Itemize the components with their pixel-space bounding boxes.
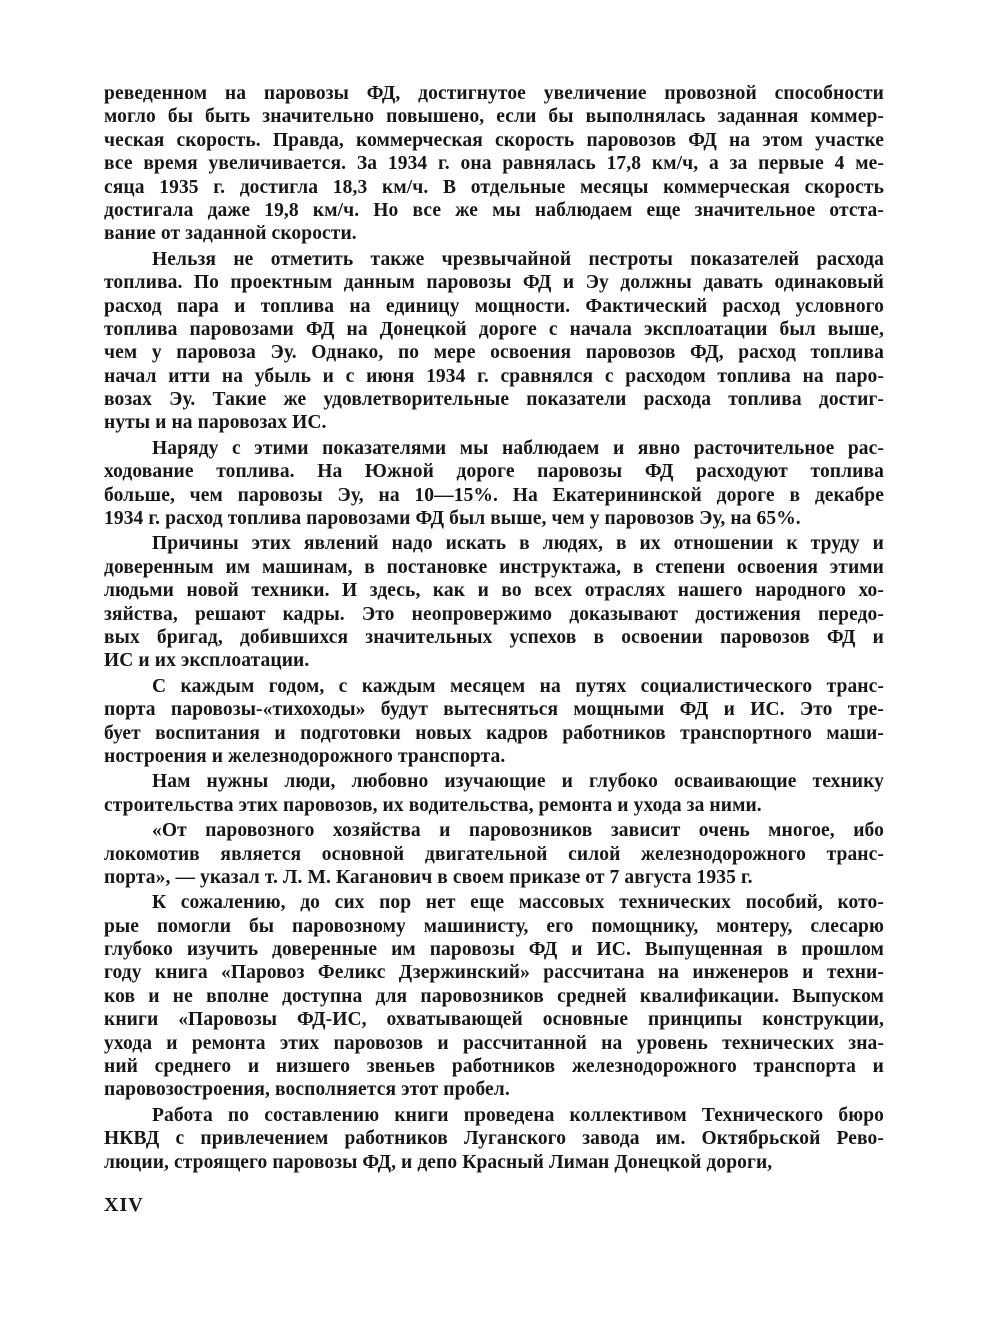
text-line: НКВД с привлечением работников Луганского завода им. Октябрьской Рево- xyxy=(104,1128,884,1150)
text-line: ков и не вполне доступна для паровозников средней квалификации. Выпуском xyxy=(104,985,884,1007)
page-number: XIV xyxy=(104,1194,144,1216)
text-line: люции, строящего паровозы ФД, и депо Красный Лиман Донецкой дороги, xyxy=(104,1151,773,1173)
text-line: возах Эу. Такие же удовлетворительные показатели расхода топлива достиг- xyxy=(104,389,884,411)
text-line: ходование топлива. На Южной дороге паровозы ФД расходуют топлива xyxy=(104,461,884,483)
text-line: порта», — указал т. Л. М. Каганович в своем приказе от 7 августа 1935 г. xyxy=(104,866,753,888)
text-line: ностроения и железнодорожного транспорта. xyxy=(104,745,506,767)
text-line: достигала даже 19,8 км/ч. Но все же мы наблюдаем еще значительное отста- xyxy=(104,199,884,221)
text-line: Нельзя не отметить также чрезвычайной пестроты показателей расхода xyxy=(152,248,884,270)
text-line: году книга «Паровоз Феликс Дзержинский» рассчитана на инженеров и техни- xyxy=(104,962,884,984)
paragraph xyxy=(104,819,884,889)
text-line: вых бригад, добившихся значительных успехов в освоении паровозов ФД и xyxy=(104,626,884,648)
text-line: ний среднего и низшего звеньев работников железнодорожного транспорта и xyxy=(104,1056,884,1078)
text-line: сяца 1935 г. достигла 18,3 км/ч. В отдельные месяцы коммерческая скорость xyxy=(104,176,884,198)
paragraph xyxy=(104,82,884,246)
paragraph xyxy=(104,675,884,769)
text-line: рые помогли бы паровозному машинисту, его помощнику, монтеру, слесарю xyxy=(104,915,884,937)
text-line: Наряду с этими показателями мы наблюдаем и явно расточительное рас- xyxy=(152,437,884,459)
text-line: могло бы быть значительно повышено, если бы выполнялась заданная коммер- xyxy=(104,106,884,128)
text-line: порта паровозы-«тихоходы» будут вытесняться мощными ФД и ИС. Это тре- xyxy=(104,699,884,721)
text-line: нуты и на паровозах ИС. xyxy=(104,412,327,434)
text-line: зяйства, решают кадры. Это неопровержимо доказывают достижения передо- xyxy=(104,603,884,625)
paragraph xyxy=(104,770,884,817)
text-line: доверенным им машинам, в постановке инструктажа, в степени освоения этими xyxy=(104,556,884,578)
page-body xyxy=(104,82,884,1174)
text-line: Нам нужны люди, любовно изучающие и глубоко осваивающие технику xyxy=(152,771,884,793)
text-line: реведенном на паровозы ФД, достигнутое увеличение провозной способности xyxy=(104,83,884,104)
text-line: «От паровозного хозяйства и паровозников зависит очень многое, ибо xyxy=(152,820,884,842)
text-line: ИС и их эксплоатации. xyxy=(104,650,310,672)
text-line: ческая скорость. Правда, коммерческая скорость паровозов ФД на этом участке xyxy=(104,129,884,151)
text-line: 1934 г. расход топлива паровозами ФД был выше, чем у паровозов Эу, на 65%. xyxy=(104,508,801,530)
text-line: ухода и ремонта этих паровозов и рассчитанной на уровень технических зна- xyxy=(104,1032,884,1054)
text-line: книги «Паровозы ФД-ИС, охватывающей основные принципы конструкции, xyxy=(104,1009,884,1031)
text-line: топлива паровозами ФД на Донецкой дороге с начала эксплоатации был выше, xyxy=(104,318,884,340)
text-line: С каждым годом, с каждым месяцем на путях социалистического транс- xyxy=(152,675,884,697)
text-line: К сожалению, до сих пор нет еще массовых технических пособий, кото- xyxy=(152,892,884,914)
paragraph xyxy=(104,437,884,531)
text-line: локомотив является основной двигательной силой железнодорожного транс- xyxy=(104,843,884,865)
text-line: строительства этих паровозов, их водительства, ремонта и ухода за ними. xyxy=(104,794,762,816)
text-line: людьми новой техники. И здесь, как и во всех отраслях нашего народного хо- xyxy=(104,580,884,602)
text-line: больше, чем паровозы Эу, на 10—15%. На Екатерининской дороге в декабре xyxy=(104,484,884,506)
text-line: Причины этих явлений надо искать в людях, в их отношении к труду и xyxy=(152,533,884,555)
text-line: расход пара и топлива на единицу мощности. Фактический расход условного xyxy=(104,295,884,317)
paragraph xyxy=(104,248,884,435)
text-line: чем у паровоза Эу. Однако, по мере освоения паровозов ФД, расход топлива xyxy=(104,342,884,364)
paragraph xyxy=(104,1104,884,1174)
text-line: топлива. По проектным данным паровозы ФД и Эу должны давать одинаковый xyxy=(104,272,884,294)
text-line: начал итти на убыль и с июня 1934 г. сравнялся с расходом топлива на паро- xyxy=(104,365,884,387)
paragraph xyxy=(104,891,884,1102)
text-line: все время увеличивается. За 1934 г. она равнялась 17,8 км/ч, а за первые 4 ме- xyxy=(104,153,884,175)
text-line: Работа по составлению книги проведена коллективом Технического бюро xyxy=(152,1104,884,1126)
text-line: глубоко изучить доверенные им паровозы ФД и ИС. Выпущенная в прошлом xyxy=(104,939,884,961)
text-line: паровозостроения, восполняется этот пробел. xyxy=(104,1079,510,1101)
text-line: вание от заданной скорости. xyxy=(104,223,357,245)
text-line: бует воспитания и подготовки новых кадров работников транспортного маши- xyxy=(104,722,884,744)
paragraph xyxy=(104,532,884,672)
